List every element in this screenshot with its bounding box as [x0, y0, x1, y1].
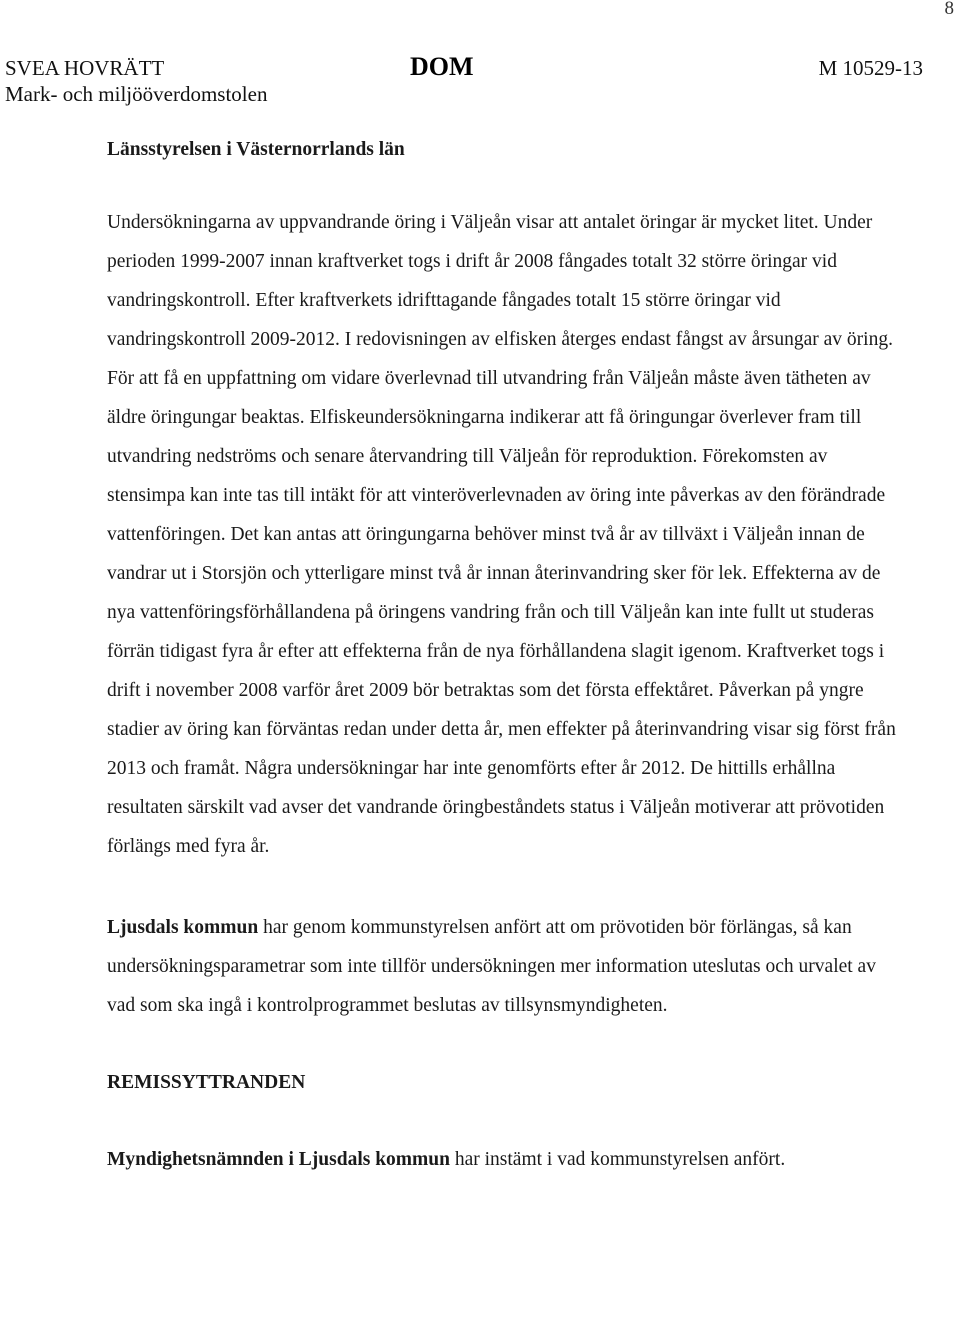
party-name-ljusdals-kommun: Ljusdals kommun: [107, 917, 259, 938]
party-name-myndighetsnamnden: Myndighetsnämnden i Ljusdals kommun: [107, 1149, 450, 1170]
page-number: 8: [944, 0, 954, 19]
document-header: [5, 52, 923, 107]
document-body: [107, 130, 907, 1179]
paragraph-ljusdals-kommun: [107, 908, 907, 1025]
paragraph-lansstyrelsen: Undersökningarna av uppvandrande öring i Väljeån visar att antalet öringar är mycket litet. Under perioden 1999-2007 innan kraftverket togs i drift år 2008 fångades totalt 32 större öringar vid vandringskontroll. Efter kraftverkets idrifttagande fångades totalt 15 större öringar vid vandringskontroll 2009-2012. I redovisningen av elfisken återges endast fångst av årsungar av öring. För att få en uppfattning om vidare överlevnad till utvandring från Väljeån måste även tätheten av äldre öringungar beaktas. Elfiskeundersökningarna indikerar att få öringungar överlever fram till utvandring nedströms och senare återvandring till Väljeån för reproduktion. Förekomsten av stensimpa kan inte tas till intäkt för att vinteröverlevnaden av öring inte påverkas av den förändrade vattenföringen. Det kan antas att öringungarna behöver minst två år av tillväxt i Väljeån innan de vandrar ut i Storsjön och ytterligare minst två år innan återinvandring sker för lek. Effekterna av de nya vattenföringsförhållandena på öringens vandring från och till Väljeån kan inte fullt ut studeras förrän tidigast fyra år efter att effekterna från de nya förhållandena slagit igenom. Kraftverket togs i drift i november 2008 varför året 2009 bör betraktas som det första effektåret. Påverkan på yngre stadier av öring kan förväntas redan under detta år, men effekter på återinvandring visar sig först från 2013 och framåt. Några undersökningar har inte genomförts efter år 2012. De hittills erhållna resultaten särskilt vad avser det vandrande öringbeståndets status i Väljeån motiverar att prövotiden förlängs med fyra år.: [107, 212, 896, 857]
court-name: SVEA HOVRÄTT: [5, 56, 165, 80]
section-heading-remissyttranden: REMISSYTTRANDEN: [107, 1072, 306, 1093]
paragraph-text-myndighetsnamnden: har instämt i vad kommunstyrelsen anfört.: [449, 1149, 786, 1170]
court-block: [5, 55, 267, 107]
court-division: Mark- och miljööverdomstolen: [5, 82, 268, 106]
paragraph-myndighetsnamnden: [107, 1140, 907, 1179]
paragraph-text-ljusdals-kommun: har genom kommunstyrelsen anfört att om prövotiden bör förlängas, så kan undersökningsparametrar som inte tillför undersökningen mer information uteslutas och urvalet av vad som ska ingå i kontrolprogrammet beslutas av tillsynsmyndigheten.: [107, 917, 876, 1016]
document-type: DOM: [410, 52, 474, 81]
case-number: M 10529-13: [818, 56, 923, 80]
section-heading-lansstyrelsen: Länsstyrelsen i Västernorrlands län: [107, 139, 405, 160]
